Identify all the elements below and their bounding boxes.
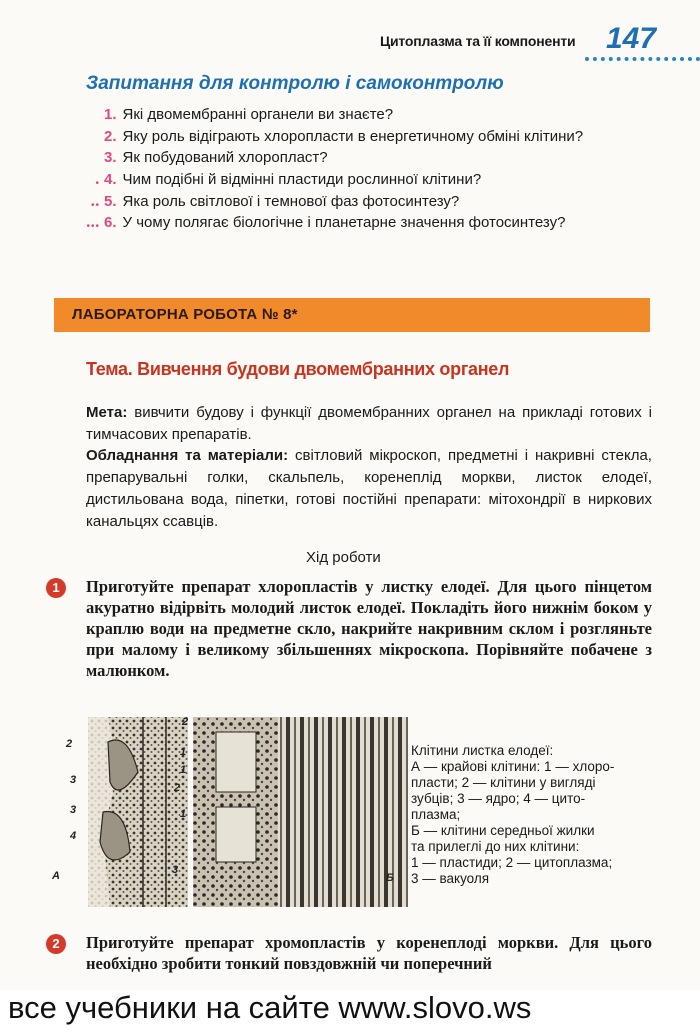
caption-line: пласти; 2 — клітини у вигляді	[411, 775, 596, 790]
difficulty-dots: •••	[86, 221, 100, 232]
step-text: Приготуйте препарат хлоропластів у листку елодеї. Для цього пінцетом акуратно відірвіть молодий листок елодеї. Покладіть його нижнім боком у краплю води на предметне скло, накрийте накривним склом і розгляньте при малому і великому збільшеннях мікроскопа. Порівняйте побачене з малюнком.	[86, 577, 652, 680]
lab-title: ЛАБОРАТОРНА РОБОТА № 8*	[72, 306, 298, 323]
materials-text: світловий мікроскоп, предметні і накривні стекла, препарувальні голки, скальпель, коренеплід моркви, листок елодеї, дистильована вода, піпетки, готові постійні препарати: мітохондрії в ниркових канальцях ссавців.	[86, 447, 652, 530]
caption-line: 3 — вакуоля	[411, 871, 490, 886]
question-item	[104, 128, 583, 150]
footer-banner	[0, 990, 700, 1032]
caption-line: зубців; 3 — ядро; 4 — цито-	[411, 791, 586, 806]
figure-label: А	[52, 870, 60, 882]
question-number: 4.	[104, 171, 117, 188]
question-number: 6.	[104, 214, 117, 231]
page-number: 147	[606, 22, 657, 55]
figure-label: 1	[180, 746, 187, 758]
figure-caption	[411, 743, 656, 887]
figure-label: 2	[182, 716, 189, 728]
caption-line: Б — клітини середньої жилки	[411, 823, 595, 838]
goal-text: вивчити будову і функції двомембранних органел на прикладі готових і тимчасових препаратів.	[86, 404, 652, 443]
figure-label: 2	[66, 738, 73, 750]
question-text: Яка роль світлової і темнової фаз фотосинтезу?	[122, 193, 460, 210]
caption-line: плазма;	[411, 807, 461, 822]
question-text: У чому полягає біологічне і планетарне значення фотосинтезу?	[122, 214, 566, 231]
figure-label: Б	[386, 872, 394, 884]
step-number-badge: 2	[46, 934, 66, 954]
elodea-cells-figure	[48, 712, 408, 912]
figure-label: 3	[172, 864, 179, 876]
panel-a	[88, 717, 188, 907]
question-number: 2.	[104, 128, 117, 145]
figure-label: 3	[70, 804, 77, 816]
step-number-badge: 1	[46, 578, 66, 598]
figure-label: 4	[70, 830, 77, 842]
question-number: 5.	[104, 193, 117, 210]
question-item	[90, 193, 460, 215]
lab-goal	[86, 402, 652, 446]
figure-label: 3	[70, 774, 77, 786]
materials-label: Обладнання та матеріали:	[86, 447, 289, 464]
panel-b	[193, 717, 408, 907]
caption-line: та прилеглі до них клітини:	[411, 839, 580, 854]
lab-materials	[86, 445, 652, 533]
caption-line: 1 — пластиди; 2 — цитоплазма;	[411, 855, 613, 870]
goal-label: Мета:	[86, 404, 128, 421]
question-item	[95, 171, 482, 193]
figure-label: 1	[180, 808, 187, 820]
figure-label: 1	[180, 764, 187, 776]
question-text: Які двомембранні органели ви знаєте?	[122, 106, 394, 123]
footer-link-text[interactable]: все учебники на сайте www.slovo.ws	[8, 990, 532, 1025]
question-number: 1.	[104, 106, 117, 123]
procedure-heading: Хід роботи	[306, 549, 381, 566]
lab-topic: Тема. Вивчення будови двомембранних органел	[86, 359, 510, 379]
micrograph-image	[48, 712, 408, 912]
difficulty-dots: •	[95, 178, 100, 189]
question-item	[86, 214, 566, 236]
lab-banner	[54, 298, 650, 332]
questions-heading: Запитання для контролю і самоконтролю	[86, 73, 504, 94]
difficulty-dots: ••	[90, 200, 100, 211]
step-text: Приготуйте препарат хромопластів у коренеплоді моркви. Для цього необхідно зробити тонкий повздовжній чи поперечний	[86, 933, 652, 973]
chapter-title: Цитоплазма та її компоненти	[380, 33, 576, 49]
question-number: 3.	[104, 149, 117, 166]
question-text: Яку роль відіграють хлоропласти в енергетичному обміні клітини?	[122, 128, 584, 145]
question-text: Чим подібні й відмінні пластиди рослинної клітини?	[122, 171, 482, 188]
question-text: Як побудований хлоропласт?	[122, 149, 328, 166]
question-item	[104, 106, 393, 128]
caption-line: А — крайові клітини: 1 — хлоро-	[411, 759, 615, 774]
caption-line: Клітини листка елодеї:	[411, 743, 554, 758]
header-dotted-rule	[585, 57, 700, 61]
figure-label: 2	[174, 782, 181, 794]
question-item	[104, 149, 328, 171]
